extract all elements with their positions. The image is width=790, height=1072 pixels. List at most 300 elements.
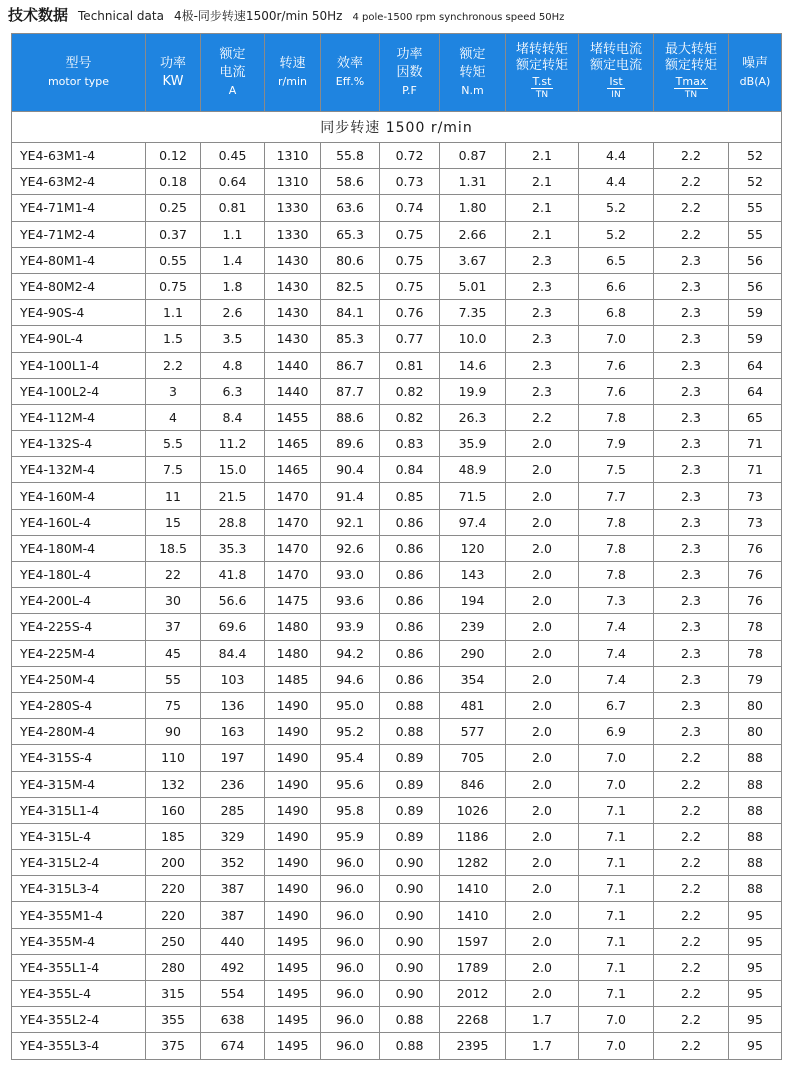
table-cell: 0.75 <box>146 273 201 299</box>
table-cell: 2.1 <box>506 143 579 169</box>
table-row <box>12 300 782 326</box>
table-cell: 674 <box>201 1033 265 1059</box>
table-cell: 6.3 <box>201 378 265 404</box>
table-cell: 0.86 <box>380 588 440 614</box>
table-cell: 5.2 <box>579 195 654 221</box>
table-row <box>12 1007 782 1033</box>
table-cell: 26.3 <box>440 404 506 430</box>
table-cell: 290 <box>440 640 506 666</box>
table-cell: 75 <box>146 692 201 718</box>
table-cell: 2.2 <box>654 1033 729 1059</box>
table-cell: 59 <box>729 300 782 326</box>
table-cell: 52 <box>729 143 782 169</box>
table-cell: 0.90 <box>380 954 440 980</box>
table-cell: 52 <box>729 169 782 195</box>
table-row <box>12 509 782 535</box>
table-cell: 1410 <box>440 902 506 928</box>
table-cell: 285 <box>201 797 265 823</box>
table-cell: 55 <box>146 666 201 692</box>
table-row <box>12 535 782 561</box>
table-cell: 0.75 <box>380 247 440 273</box>
table-cell: YE4-180M-4 <box>12 535 146 561</box>
table-cell: YE4-315L2-4 <box>12 850 146 876</box>
table-cell: 136 <box>201 692 265 718</box>
table-cell: 1.7 <box>506 1033 579 1059</box>
table-cell: 7.1 <box>579 850 654 876</box>
table-cell: 1310 <box>265 169 321 195</box>
table-cell: 89.6 <box>321 431 380 457</box>
table-cell: 2.1 <box>506 221 579 247</box>
table-cell: 6.7 <box>579 692 654 718</box>
table-cell: 2.3 <box>654 719 729 745</box>
table-cell: 7.5 <box>146 457 201 483</box>
table-cell: 0.90 <box>380 981 440 1007</box>
table-cell: 638 <box>201 1007 265 1033</box>
table-cell: 0.81 <box>380 352 440 378</box>
table-cell: 1495 <box>265 1033 321 1059</box>
table-cell: 92.1 <box>321 509 380 535</box>
table-cell: 90.4 <box>321 457 380 483</box>
table-cell: 96.0 <box>321 1033 380 1059</box>
table-cell: 64 <box>729 378 782 404</box>
table-cell: 2.0 <box>506 876 579 902</box>
table-cell: 2.0 <box>506 588 579 614</box>
col-power: 功率 KW <box>146 34 201 112</box>
table-cell: 355 <box>146 1007 201 1033</box>
table-cell: 84.4 <box>201 640 265 666</box>
table-row <box>12 247 782 273</box>
table-cell: 705 <box>440 745 506 771</box>
table-cell: 76 <box>729 588 782 614</box>
table-cell: 1465 <box>265 431 321 457</box>
table-cell: 2.2 <box>654 195 729 221</box>
col-current: 额定电流 A <box>201 34 265 112</box>
table-cell: 19.9 <box>440 378 506 404</box>
table-row <box>12 719 782 745</box>
section-row <box>12 112 782 143</box>
table-cell: 2.2 <box>654 771 729 797</box>
table-cell: 18.5 <box>146 535 201 561</box>
table-cell: 7.4 <box>579 666 654 692</box>
table-cell: 1490 <box>265 719 321 745</box>
table-cell: 0.84 <box>380 457 440 483</box>
table-cell: YE4-355L1-4 <box>12 954 146 980</box>
table-cell: 95 <box>729 902 782 928</box>
table-cell: 2.3 <box>654 666 729 692</box>
table-cell: 2.2 <box>654 928 729 954</box>
table-cell: 2.3 <box>654 562 729 588</box>
table-cell: 2.0 <box>506 902 579 928</box>
table-cell: 65 <box>729 404 782 430</box>
table-cell: YE4-80M2-4 <box>12 273 146 299</box>
table-row <box>12 928 782 954</box>
table-cell: 554 <box>201 981 265 1007</box>
table-cell: 1470 <box>265 562 321 588</box>
table-cell: 35.3 <box>201 535 265 561</box>
table-cell: YE4-355M-4 <box>12 928 146 954</box>
table-cell: 0.82 <box>380 404 440 430</box>
table-cell: 1.5 <box>146 326 201 352</box>
table-cell: 7.3 <box>579 588 654 614</box>
table-cell: 7.5 <box>579 457 654 483</box>
table-row <box>12 850 782 876</box>
technical-data-table <box>11 33 782 1060</box>
table-cell: 0.83 <box>380 431 440 457</box>
table-cell: YE4-315L-4 <box>12 823 146 849</box>
table-cell: 220 <box>146 876 201 902</box>
table-cell: 1490 <box>265 876 321 902</box>
table-cell: 387 <box>201 902 265 928</box>
table-cell: YE4-355L2-4 <box>12 1007 146 1033</box>
table-cell: 15 <box>146 509 201 535</box>
col-torque: 额定转矩 N.m <box>440 34 506 112</box>
table-cell: 2.0 <box>506 954 579 980</box>
table-cell: 7.1 <box>579 797 654 823</box>
title-cn: 技术数据 <box>8 6 69 24</box>
table-cell: YE4-315L1-4 <box>12 797 146 823</box>
table-cell: 91.4 <box>321 483 380 509</box>
table-cell: 96.0 <box>321 954 380 980</box>
table-cell: 0.81 <box>201 195 265 221</box>
table-cell: 88.6 <box>321 404 380 430</box>
table-cell: 11.2 <box>201 431 265 457</box>
table-cell: 96.0 <box>321 928 380 954</box>
table-cell: 95.8 <box>321 797 380 823</box>
table-cell: 2.3 <box>654 535 729 561</box>
table-cell: 88 <box>729 823 782 849</box>
table-row <box>12 614 782 640</box>
table-cell: 95 <box>729 928 782 954</box>
table-cell: 5.5 <box>146 431 201 457</box>
table-row <box>12 143 782 169</box>
table-cell: YE4-225M-4 <box>12 640 146 666</box>
table-cell: 1282 <box>440 850 506 876</box>
table-cell: 2.0 <box>506 850 579 876</box>
table-cell: YE4-250M-4 <box>12 666 146 692</box>
table-cell: 0.64 <box>201 169 265 195</box>
table-cell: 87.7 <box>321 378 380 404</box>
table-cell: 7.0 <box>579 1007 654 1033</box>
table-cell: 1465 <box>265 457 321 483</box>
table-row <box>12 483 782 509</box>
table-row <box>12 1033 782 1059</box>
table-cell: 3.5 <box>201 326 265 352</box>
table-row <box>12 771 782 797</box>
col-model: 型号 motor type <box>12 34 146 112</box>
table-cell: 1440 <box>265 352 321 378</box>
table-cell: 2.3 <box>506 326 579 352</box>
table-cell: 95 <box>729 1007 782 1033</box>
table-cell: 63.6 <box>321 195 380 221</box>
table-cell: 6.8 <box>579 300 654 326</box>
table-cell: 21.5 <box>201 483 265 509</box>
table-cell: 59 <box>729 326 782 352</box>
table-cell: 2.2 <box>654 876 729 902</box>
table-cell: 41.8 <box>201 562 265 588</box>
table-cell: 354 <box>440 666 506 692</box>
table-cell: 2.0 <box>506 797 579 823</box>
table-cell: 0.86 <box>380 666 440 692</box>
table-cell: 1330 <box>265 195 321 221</box>
table-cell: 0.89 <box>380 797 440 823</box>
table-cell: 0.76 <box>380 300 440 326</box>
col-power-factor: 功率因数 P.F <box>380 34 440 112</box>
table-cell: 280 <box>146 954 201 980</box>
table-cell: 1495 <box>265 981 321 1007</box>
table-cell: 0.86 <box>380 535 440 561</box>
table-row <box>12 169 782 195</box>
table-cell: 0.90 <box>380 928 440 954</box>
table-cell: 2.3 <box>506 352 579 378</box>
col-ist-ratio: 堵转电流额定电流 $\frac{\text{Ist}}{IN}$ <box>579 34 654 112</box>
table-cell: 0.90 <box>380 876 440 902</box>
table-cell: YE4-132M-4 <box>12 457 146 483</box>
table-row <box>12 876 782 902</box>
table-cell: 1330 <box>265 221 321 247</box>
table-cell: 2.3 <box>506 300 579 326</box>
table-cell: 1490 <box>265 745 321 771</box>
table-cell: 0.77 <box>380 326 440 352</box>
table-cell: 73 <box>729 509 782 535</box>
table-cell: 2.0 <box>506 692 579 718</box>
table-cell: 96.0 <box>321 1007 380 1033</box>
table-cell: 220 <box>146 902 201 928</box>
table-row <box>12 273 782 299</box>
table-cell: 7.4 <box>579 614 654 640</box>
table-cell: 7.6 <box>579 378 654 404</box>
table-cell: 1.80 <box>440 195 506 221</box>
table-cell: 0.89 <box>380 823 440 849</box>
table-cell: 7.1 <box>579 954 654 980</box>
table-cell: YE4-355L3-4 <box>12 1033 146 1059</box>
table-cell: 492 <box>201 954 265 980</box>
table-cell: 96.0 <box>321 981 380 1007</box>
table-cell: 2.0 <box>506 981 579 1007</box>
table-cell: 7.8 <box>579 562 654 588</box>
table-cell: 2012 <box>440 981 506 1007</box>
table-cell: 577 <box>440 719 506 745</box>
table-cell: 1186 <box>440 823 506 849</box>
table-cell: 2.2 <box>146 352 201 378</box>
table-cell: 76 <box>729 535 782 561</box>
table-cell: 2.0 <box>506 823 579 849</box>
table-cell: YE4-100L1-4 <box>12 352 146 378</box>
table-cell: 5.01 <box>440 273 506 299</box>
table-cell: 1026 <box>440 797 506 823</box>
table-cell: 1470 <box>265 509 321 535</box>
table-cell: 375 <box>146 1033 201 1059</box>
table-cell: YE4-63M1-4 <box>12 143 146 169</box>
table-row <box>12 404 782 430</box>
table-cell: 1430 <box>265 300 321 326</box>
table-cell: 95 <box>729 1033 782 1059</box>
table-cell: 1495 <box>265 928 321 954</box>
table-cell: 94.2 <box>321 640 380 666</box>
table-cell: 71.5 <box>440 483 506 509</box>
table-cell: 0.72 <box>380 143 440 169</box>
table-cell: 90 <box>146 719 201 745</box>
table-cell: 28.8 <box>201 509 265 535</box>
table-cell: 2.2 <box>654 823 729 849</box>
table-cell: 2.3 <box>654 404 729 430</box>
table-cell: 2.0 <box>506 666 579 692</box>
table-cell: 2.0 <box>506 719 579 745</box>
table-cell: 14.6 <box>440 352 506 378</box>
table-cell: 1.1 <box>146 300 201 326</box>
table-cell: 2.2 <box>654 902 729 928</box>
table-cell: 185 <box>146 823 201 849</box>
table-cell: 2.3 <box>506 247 579 273</box>
table-cell: 7.1 <box>579 928 654 954</box>
table-cell: 55 <box>729 195 782 221</box>
table-cell: 2.3 <box>654 247 729 273</box>
table-cell: 387 <box>201 876 265 902</box>
table-cell: 4.4 <box>579 143 654 169</box>
table-cell: 7.9 <box>579 431 654 457</box>
table-cell: 2.0 <box>506 614 579 640</box>
table-cell: 80.6 <box>321 247 380 273</box>
table-cell: 2.0 <box>506 509 579 535</box>
title-en: Technical data <box>78 9 164 23</box>
table-cell: 95.2 <box>321 719 380 745</box>
table-cell: 2.1 <box>506 195 579 221</box>
table-row <box>12 562 782 588</box>
table-cell: 1480 <box>265 614 321 640</box>
table-cell: 0.12 <box>146 143 201 169</box>
table-cell: 78 <box>729 640 782 666</box>
section-label: 同步转速 1500 r/min <box>12 112 782 143</box>
table-cell: 0.86 <box>380 640 440 666</box>
table-cell: 103 <box>201 666 265 692</box>
table-cell: 2.3 <box>654 273 729 299</box>
table-cell: 1470 <box>265 483 321 509</box>
table-cell: 1430 <box>265 273 321 299</box>
table-cell: 85.3 <box>321 326 380 352</box>
table-cell: 0.88 <box>380 719 440 745</box>
table-cell: 0.88 <box>380 692 440 718</box>
table-row <box>12 195 782 221</box>
table-cell: 0.85 <box>380 483 440 509</box>
table-cell: 1485 <box>265 666 321 692</box>
table-cell: 71 <box>729 431 782 457</box>
col-speed: 转速 r/min <box>265 34 321 112</box>
table-row <box>12 431 782 457</box>
table-cell: 2.2 <box>654 143 729 169</box>
table-row <box>12 378 782 404</box>
table-cell: 250 <box>146 928 201 954</box>
table-row <box>12 221 782 247</box>
table-cell: 2.3 <box>654 300 729 326</box>
table-cell: 3.67 <box>440 247 506 273</box>
table-cell: 8.4 <box>201 404 265 430</box>
table-cell: 71 <box>729 457 782 483</box>
table-cell: 45 <box>146 640 201 666</box>
table-cell: 2.0 <box>506 640 579 666</box>
table-cell: 0.87 <box>440 143 506 169</box>
table-cell: 96.0 <box>321 902 380 928</box>
table-cell: 48.9 <box>440 457 506 483</box>
table-cell: 2.1 <box>506 169 579 195</box>
table-cell: 95.4 <box>321 745 380 771</box>
table-cell: 93.9 <box>321 614 380 640</box>
table-cell: 92.6 <box>321 535 380 561</box>
table-cell: 1490 <box>265 771 321 797</box>
table-cell: 2.0 <box>506 928 579 954</box>
table-cell: 0.82 <box>380 378 440 404</box>
table-cell: 76 <box>729 562 782 588</box>
table-cell: 6.5 <box>579 247 654 273</box>
table-cell: 79 <box>729 666 782 692</box>
table-cell: 93.6 <box>321 588 380 614</box>
table-cell: 2.2 <box>654 981 729 1007</box>
table-cell: 236 <box>201 771 265 797</box>
table-cell: 7.0 <box>579 326 654 352</box>
table-cell: 2.3 <box>654 483 729 509</box>
table-cell: 78 <box>729 614 782 640</box>
table-cell: 7.6 <box>579 352 654 378</box>
table-cell: 200 <box>146 850 201 876</box>
table-cell: 65.3 <box>321 221 380 247</box>
table-cell: 4.8 <box>201 352 265 378</box>
table-cell: 88 <box>729 771 782 797</box>
table-cell: 7.1 <box>579 981 654 1007</box>
table-cell: YE4-225S-4 <box>12 614 146 640</box>
table-cell: 6.6 <box>579 273 654 299</box>
table-cell: YE4-200L-4 <box>12 588 146 614</box>
table-cell: 55 <box>729 221 782 247</box>
table-cell: YE4-160L-4 <box>12 509 146 535</box>
table-body <box>12 112 782 1060</box>
table-cell: 1475 <box>265 588 321 614</box>
table-cell: 0.45 <box>201 143 265 169</box>
table-cell: 0.18 <box>146 169 201 195</box>
table-cell: YE4-71M2-4 <box>12 221 146 247</box>
table-cell: 56 <box>729 247 782 273</box>
table-row <box>12 954 782 980</box>
table-cell: 110 <box>146 745 201 771</box>
table-cell: 1.1 <box>201 221 265 247</box>
table-cell: 0.75 <box>380 221 440 247</box>
table-cell: 30 <box>146 588 201 614</box>
table-row <box>12 692 782 718</box>
table-cell: 88 <box>729 745 782 771</box>
table-cell: 0.90 <box>380 902 440 928</box>
table-cell: 6.9 <box>579 719 654 745</box>
table-cell: 1440 <box>265 378 321 404</box>
table-row <box>12 352 782 378</box>
title-sub: 4 pole-1500 rpm synchronous speed 50Hz <box>352 12 565 23</box>
table-cell: 2.3 <box>654 588 729 614</box>
table-cell: YE4-280M-4 <box>12 719 146 745</box>
table-cell: YE4-355L-4 <box>12 981 146 1007</box>
table-row <box>12 326 782 352</box>
table-cell: 35.9 <box>440 431 506 457</box>
table-row <box>12 457 782 483</box>
table-cell: 1.31 <box>440 169 506 195</box>
table-cell: 2.2 <box>654 850 729 876</box>
table-cell: 7.7 <box>579 483 654 509</box>
table-cell: 2.3 <box>654 326 729 352</box>
table-row <box>12 640 782 666</box>
table-cell: 4 <box>146 404 201 430</box>
table-row <box>12 823 782 849</box>
table-cell: YE4-132S-4 <box>12 431 146 457</box>
table-cell: 1490 <box>265 692 321 718</box>
table-cell: 1.8 <box>201 273 265 299</box>
table-cell: 58.6 <box>321 169 380 195</box>
table-cell: YE4-315L3-4 <box>12 876 146 902</box>
table-cell: 7.8 <box>579 535 654 561</box>
